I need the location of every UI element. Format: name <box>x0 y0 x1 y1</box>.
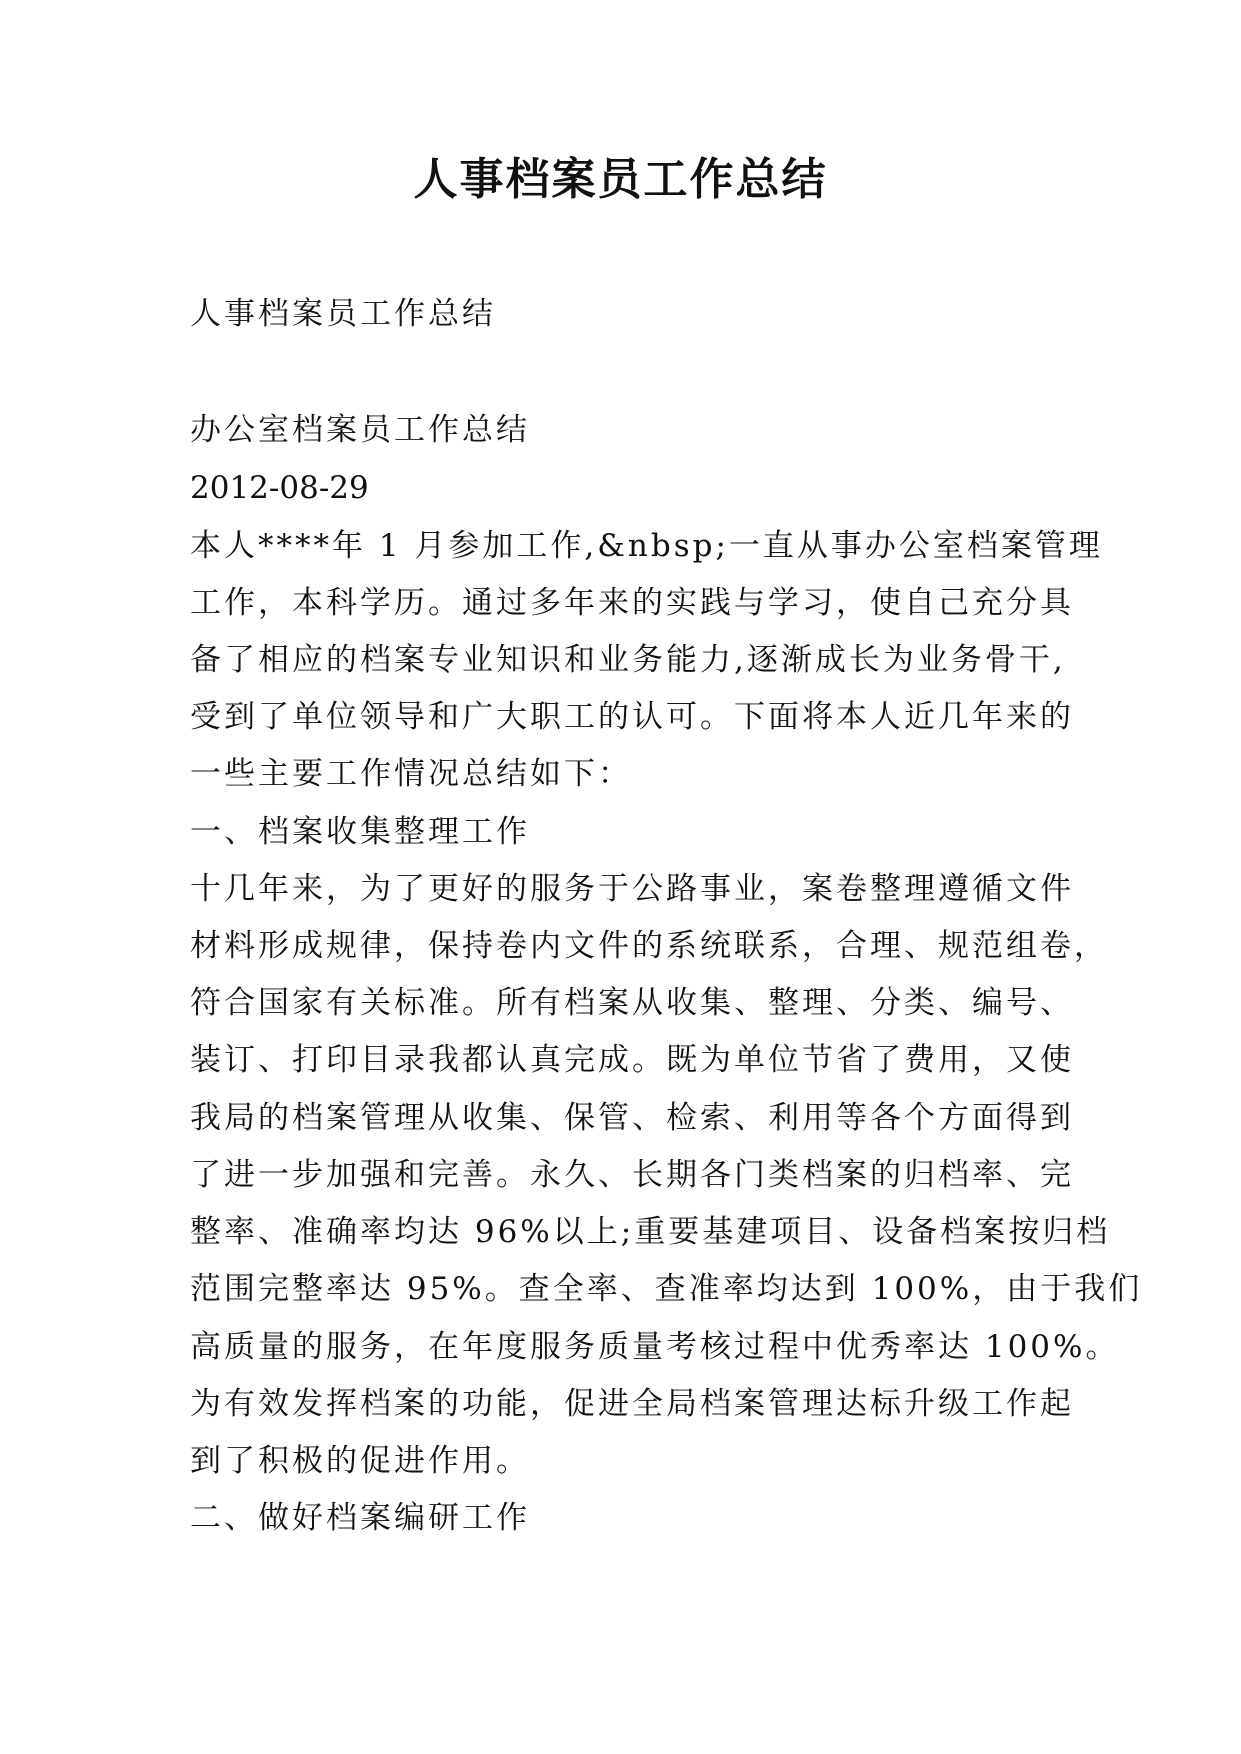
section1-line: 范围完整率达 95%。查全率、查准率均达到 100%，由于我们 <box>190 1271 1143 1307</box>
intro-line: 受到了单位领导和广大职工的认可。下面将本人近几年来的 <box>190 699 1074 735</box>
section2-heading: 二、做好档案编研工作 <box>190 1500 530 1536</box>
section1-line: 材料形成规律，保持卷内文件的系统联系，合理、规范组卷， <box>190 928 1108 964</box>
section1-line: 了进一步加强和完善。永久、长期各门类档案的归档率、完 <box>190 1157 1074 1193</box>
section1-line: 整率、准确率均达 96%以上;重要基建项目、设备档案按归档 <box>190 1214 1111 1250</box>
intro-line: 工作，本科学历。通过多年来的实践与学习，使自己充分具 <box>190 585 1074 621</box>
intro-line: 备了相应的档案专业知识和业务能力,逐渐成长为业务骨干, <box>190 642 1066 678</box>
report-heading: 办公室档案员工作总结 <box>190 412 530 448</box>
section1-line: 到了积极的促进作用。 <box>190 1443 530 1479</box>
intro-line: 一些主要工作情况总结如下： <box>190 756 632 792</box>
section1-line: 装订、打印目录我都认真完成。既为单位节省了费用，又使 <box>190 1042 1074 1078</box>
section1-heading: 一、档案收集整理工作 <box>190 814 530 850</box>
section1-line: 高质量的服务，在年度服务质量考核过程中优秀率达 100%。 <box>190 1329 1120 1365</box>
document-title: 人事档案员工作总结 <box>413 154 828 205</box>
section1-line: 十几年来，为了更好的服务于公路事业，案卷整理遵循文件 <box>190 871 1074 907</box>
section1-line: 我局的档案管理从收集、保管、检索、利用等各个方面得到 <box>190 1100 1074 1136</box>
section1-line: 为有效发挥档案的功能，促进全局档案管理达标升级工作起 <box>190 1386 1074 1422</box>
intro-line: 本人****年 1 月参加工作,&nbsp;一直从事办公室档案管理 <box>190 528 1103 564</box>
section1-line: 符合国家有关标准。所有档案从收集、整理、分类、编号、 <box>190 985 1074 1021</box>
report-date: 2012-08-29 <box>190 470 369 506</box>
document-subtitle: 人事档案员工作总结 <box>190 296 496 332</box>
